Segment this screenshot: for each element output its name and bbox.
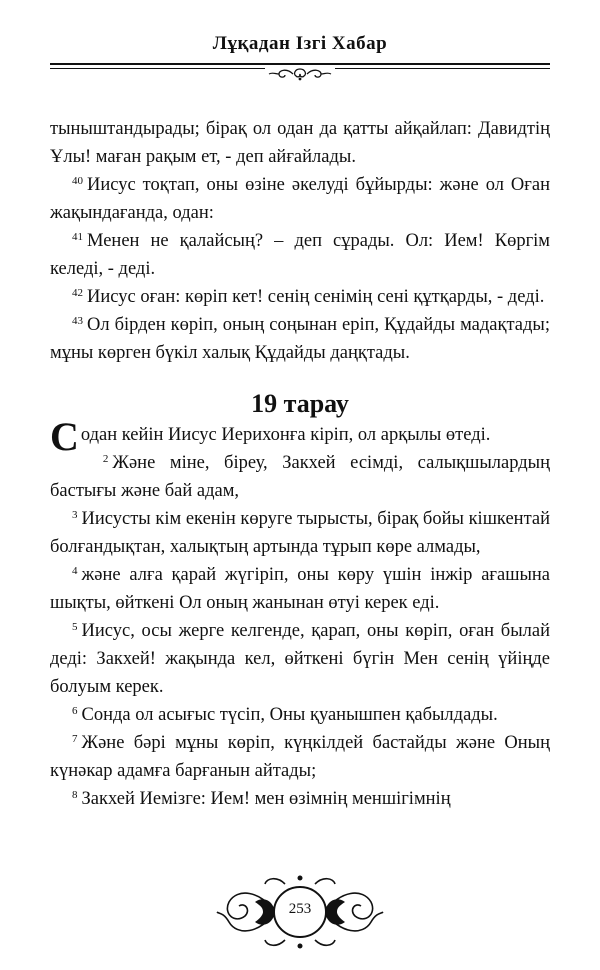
paragraph-continuation: тыныштандырады; бірақ ол одан да қатты айқайлап: Давидтің Ұлы! маған рақым ет, - деп айғайлады. [50,119,550,167]
verse-text: Менен не қалайсың? – деп сұрады. Ол: Ием! Көргім келеді, - деді. [50,231,550,279]
verse-8 [50,785,550,813]
verse-number: 40 [72,175,83,187]
verse-text: Иисусты кім екенін көруге тырысты, бірақ бойы кішкентай болғандықтан, халықтың артында тұрып көре алмады, [50,509,550,557]
verse-text: Иисус оған: көріп кет! сенің сенімің сені құтқарды, - деді. [87,287,545,307]
verse-3 [50,505,550,561]
verse-text: Және міне, біреу, Закхей есімді, салықшылардың бастығы және бай адам, [50,453,550,501]
verse-text: және алға қарай жүгіріп, оны көру үшін інжір ағашына шықты, өйткені Ол оның жанынан өтуі керек еді. [50,565,550,613]
drop-cap: С [50,414,79,459]
verse-number: 6 [72,705,78,717]
chapter-heading: 19 тарау [251,389,349,418]
verse-text: Сонда ол асығыс түсіп, Оны қуанышпен қабылдады. [81,705,498,725]
verse-text: одан кейін Иисус Иерихонға кіріп, ол арқылы өтеді. [80,425,491,445]
verse-2 [50,449,550,505]
verse-text: Және бәрі мұны көріп, күңкілдей бастайды және Оның күнәкар адамға барғанын айтады; [50,733,550,781]
verse-number: 8 [72,789,78,801]
verse-41 [50,227,550,283]
page-body [50,115,550,813]
verse-42 [50,283,550,311]
header-rule-thick [50,63,550,65]
verse-number: 42 [72,287,83,299]
verse-text: Иисус, осы жерге келгенде, қарап, оны көріп, оған былай деді: Закхей! жақында кел, өйткені бүгін Мен сенің үйіңде болуым керек. [50,621,550,697]
header-ornament-icon [265,66,335,82]
verse-5 [50,617,550,701]
page-number: 253 [288,901,312,917]
verse-number: 3 [72,509,78,521]
verse-number: 5 [72,621,78,633]
verse-40 [50,171,550,227]
verse-number: 43 [72,315,83,327]
verse-4 [50,561,550,617]
verse-6 [50,701,550,729]
verse-7 [50,729,550,785]
verse-number: 4 [72,565,78,577]
verse-number: 41 [72,231,83,243]
verse-1 [50,414,550,459]
verse-text: Ол бірден көріп, оның соңынан еріп, Құдайды мадақтады; мұны көрген бүкіл халық Құдайды даңқтады. [50,315,550,363]
verse-text: Закхей Иемізге: Ием! мен өзімнің меншігімнің [81,789,451,809]
verse-number: 2 [102,453,109,465]
running-header: Лұқадан Ізгі Хабар [212,33,388,54]
verse-text: Иисус тоқтап, оны өзіне әкелуді бұйырды: және ол Оған жақындағанда, одан: [50,175,550,223]
verse-number: 7 [72,733,78,745]
verse-43 [50,311,550,367]
